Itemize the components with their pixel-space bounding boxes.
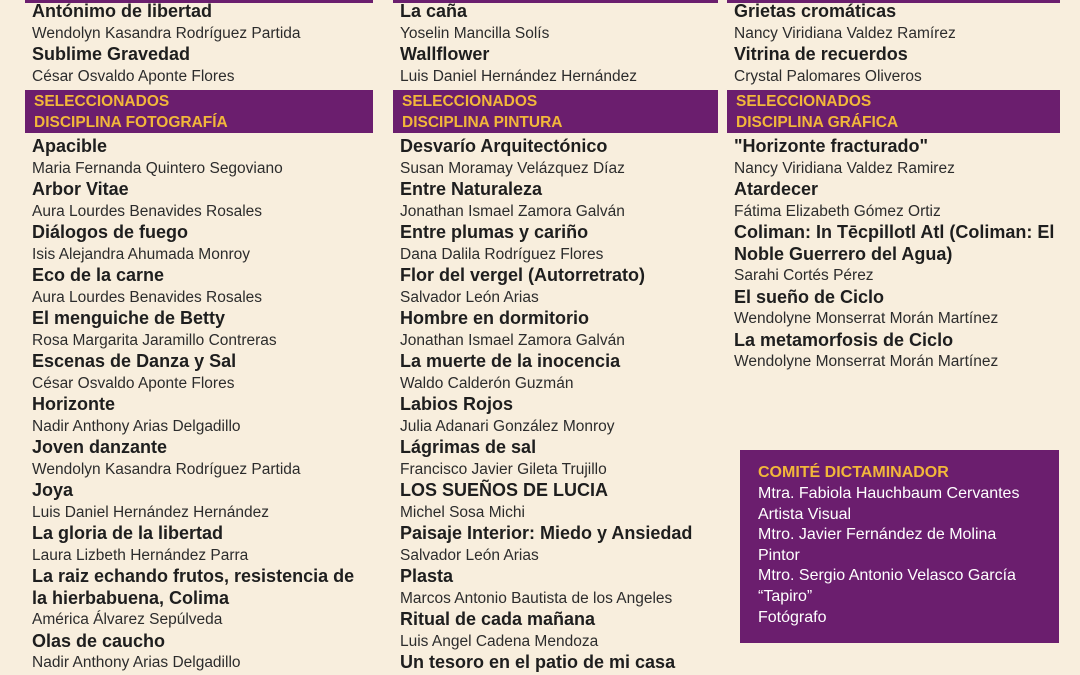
work-title: Arbor Vitae <box>32 179 129 199</box>
work-author: Laura Lizbeth Hernández Parra <box>32 546 249 564</box>
header-line-1: SELECCIONADOS <box>34 93 170 110</box>
work-title: Hombre en dormitorio <box>400 308 590 328</box>
work-title: Plasta <box>400 566 454 586</box>
section-header-pintura <box>393 90 718 133</box>
list-item <box>25 308 373 351</box>
list-item <box>727 222 1060 287</box>
list-item <box>727 330 1060 373</box>
committee-member-role: Pintor <box>758 546 800 564</box>
list-item <box>393 437 718 480</box>
work-author: César Osvaldo Aponte Flores <box>32 67 235 85</box>
column-grafica <box>727 1 1060 373</box>
work-author: Salvador León Arias <box>400 546 539 564</box>
committee-member-name: Mtra. Fabiola Hauchbaum Cervantes <box>758 485 1020 502</box>
committee-title: COMITÉ DICTAMINADOR <box>758 464 949 481</box>
work-title: La raiz echando frutos, resistencia de la hierbabuena, Colima <box>32 566 355 608</box>
work-title: Coliman: In Tēcpillotl Atl (Coliman: El Noble Guerrero del Agua) <box>734 222 1055 264</box>
work-title: La caña <box>400 1 468 21</box>
committee-member-name: Mtro. Javier Fernández de Molina <box>758 526 997 544</box>
work-title: Joven danzante <box>32 437 168 457</box>
list-item <box>25 631 373 674</box>
work-title: "Horizonte fracturado" <box>734 136 929 156</box>
work-author: América Álvarez Sepúlveda <box>32 611 223 628</box>
list-item <box>393 566 718 609</box>
work-author: Wendolyne Monserrat Morán Martínez <box>734 310 999 327</box>
work-author: Francisco Javier Gileta Trujillo <box>400 460 607 478</box>
section-header-grafica <box>727 90 1060 133</box>
work-title: Un tesoro en el patio de mi casa <box>400 652 676 672</box>
committee-member-role: Fotógrafo <box>758 608 827 626</box>
list-item <box>393 44 718 87</box>
list-item <box>25 351 373 394</box>
work-title: Apacible <box>32 136 108 156</box>
work-title: Horizonte <box>32 394 115 414</box>
list-item <box>25 394 373 437</box>
work-author: Luis Angel Cadena Mendoza <box>400 632 599 650</box>
work-author: Julia Adanari González Monroy <box>400 417 615 435</box>
work-title: Atardecer <box>734 179 819 199</box>
work-title: Wallflower <box>400 44 490 64</box>
committee-member-name: Mtro. Sergio Antonio Velasco García <box>758 567 1016 585</box>
list-item <box>393 351 718 394</box>
work-author: Salvador León Arias <box>400 288 539 306</box>
work-title: La metamorfosis de Ciclo <box>734 329 954 350</box>
list-item <box>25 222 373 265</box>
work-title: Desvarío Arquitectónico <box>400 136 608 156</box>
list-item <box>25 523 373 566</box>
list-item <box>393 1 718 44</box>
list-item <box>727 44 1060 87</box>
work-title: La gloria de la libertad <box>32 523 224 543</box>
work-author: Maria Fernanda Quintero Segoviano <box>32 159 283 177</box>
list-item <box>727 1 1060 44</box>
work-author: Aura Lourdes Benavides Rosales <box>32 202 263 220</box>
committee-member-role: Artista Visual <box>758 505 852 523</box>
list-item <box>393 394 718 437</box>
committee-box <box>740 450 1059 643</box>
header-line-2: DISCIPLINA PINTURA <box>402 114 563 131</box>
list-item <box>25 44 373 87</box>
work-author: Aura Lourdes Benavides Rosales <box>32 288 263 306</box>
list-item <box>393 480 718 523</box>
list-item <box>727 136 1060 179</box>
work-title: Entre plumas y cariño <box>400 222 589 242</box>
list-item <box>393 609 718 652</box>
work-title: Ritual de cada mañana <box>400 609 596 629</box>
work-title: Diálogos de fuego <box>32 222 189 242</box>
work-title: Eco de la carne <box>32 265 165 285</box>
work-title: Labios Rojos <box>400 394 514 414</box>
work-author: Yoselin Mancilla Solís <box>400 24 550 42</box>
work-author: César Osvaldo Aponte Flores <box>32 374 235 392</box>
work-author: Wendolyn Kasandra Rodríguez Partida <box>32 24 301 42</box>
work-author: Fátima Elizabeth Gómez Ortiz <box>734 202 941 220</box>
work-author: Nancy Viridiana Valdez Ramírez <box>734 24 956 42</box>
list-item <box>25 1 373 44</box>
work-title: Escenas de Danza y Sal <box>32 351 237 371</box>
work-author: Nadir Anthony Arias Delgadillo <box>32 654 241 671</box>
section-header-fotografia <box>25 90 373 133</box>
list-item <box>393 523 718 566</box>
list-item <box>25 437 373 480</box>
work-title: El sueño de Ciclo <box>734 286 885 307</box>
list-item <box>393 308 718 351</box>
list-item <box>727 287 1060 330</box>
list-item <box>25 179 373 222</box>
work-author: Wendolyne Monserrat Morán Martínez <box>734 353 999 370</box>
work-author: Jonathan Ismael Zamora Galván <box>400 331 625 349</box>
header-line-2: DISCIPLINA FOTOGRAFÍA <box>34 114 228 131</box>
work-author: Crystal Palomares Oliveros <box>734 67 922 85</box>
work-title: Lágrimas de sal <box>400 437 537 457</box>
header-line-2: DISCIPLINA GRÁFICA <box>736 114 899 131</box>
column-pintura <box>393 1 718 674</box>
work-author: Sarahi Cortés Pérez <box>734 267 874 284</box>
work-author: Nadir Anthony Arias Delgadillo <box>32 417 241 435</box>
work-title: Entre Naturaleza <box>400 179 543 199</box>
work-title: Paisaje Interior: Miedo y Ansiedad <box>400 523 693 543</box>
work-author: Michel Sosa Michi <box>400 503 525 521</box>
work-author: Rosa Margarita Jaramillo Contreras <box>32 331 277 349</box>
list-item <box>25 480 373 523</box>
list-item <box>393 136 718 179</box>
work-title: Olas de caucho <box>32 630 166 651</box>
work-author: Isis Alejandra Ahumada Monroy <box>32 245 250 263</box>
work-author: Jonathan Ismael Zamora Galván <box>400 202 625 220</box>
list-item <box>393 222 718 265</box>
work-title: Antónimo de libertad <box>32 1 212 21</box>
list-item <box>25 265 373 308</box>
work-title: Joya <box>32 480 74 500</box>
list-item <box>393 652 718 674</box>
work-author: Dana Dalila Rodríguez Flores <box>400 245 604 263</box>
list-item <box>727 179 1060 222</box>
work-author: Luis Daniel Hernández Hernández <box>400 67 637 85</box>
work-author: Luis Daniel Hernández Hernández <box>32 503 269 521</box>
header-line-1: SELECCIONADOS <box>402 93 538 110</box>
header-line-1: SELECCIONADOS <box>736 93 872 110</box>
work-author: Waldo Calderón Guzmán <box>400 374 574 392</box>
work-title: El menguiche de Betty <box>32 308 226 328</box>
list-item <box>393 179 718 222</box>
work-title: Vitrina de recuerdos <box>734 44 908 64</box>
work-author: Susan Moramay Velázquez Díaz <box>400 159 625 177</box>
work-author: Nancy Viridiana Valdez Ramirez <box>734 159 955 177</box>
work-title: Grietas cromáticas <box>734 1 897 21</box>
work-title: LOS SUEÑOS DE LUCIA <box>400 480 609 500</box>
work-title: Flor del vergel (Autorretrato) <box>400 265 646 285</box>
work-title: Sublime Gravedad <box>32 44 191 64</box>
work-author: Marcos Antonio Bautista de los Angeles <box>400 589 673 607</box>
work-title: La muerte de la inocencia <box>400 351 621 371</box>
committee-member-nickname: “Tapiro” <box>758 587 813 605</box>
work-author: Wendolyn Kasandra Rodríguez Partida <box>32 460 301 478</box>
list-item <box>25 136 373 179</box>
column-fotografia <box>25 1 373 674</box>
list-item <box>393 265 718 308</box>
list-item <box>25 566 373 631</box>
